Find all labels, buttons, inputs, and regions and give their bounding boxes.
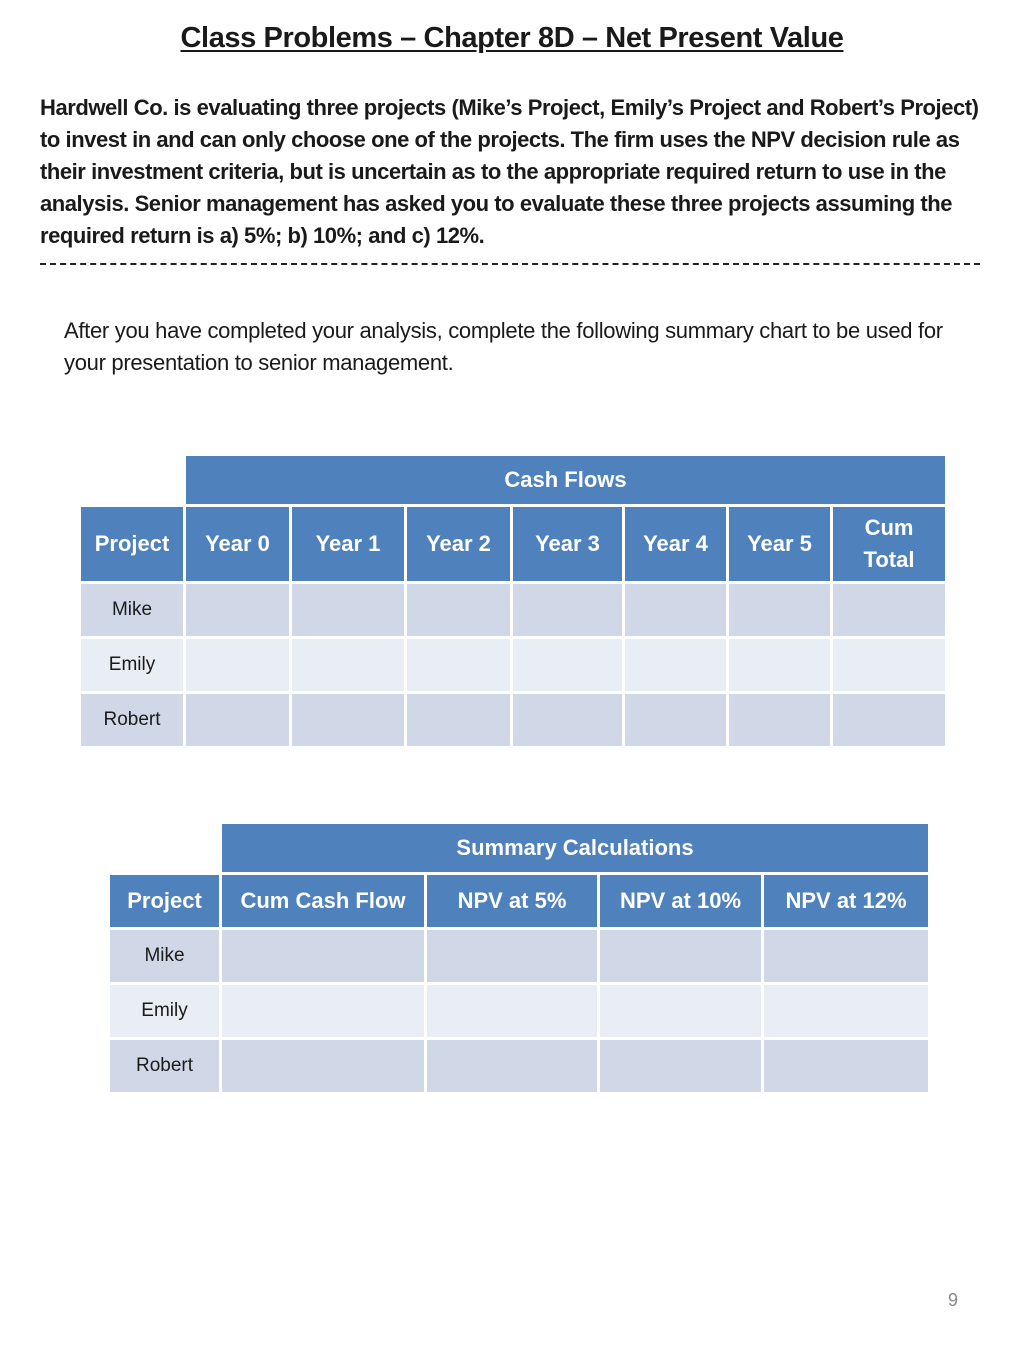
empty-cell[interactable] bbox=[292, 694, 404, 746]
empty-cell[interactable] bbox=[292, 584, 404, 636]
col-header-year-4: Year 4 bbox=[625, 507, 726, 581]
col-header-cum-total: Cum Total bbox=[833, 507, 945, 581]
project-name-cell: Emily bbox=[81, 639, 183, 691]
problem-statement: Hardwell Co. is evaluating three projects (Mike’s Project, Emily’s Project and Robert’s Project) to invest in and can only choose one of the projects. The firm uses the NPV decision rule as their investment criteria, but is uncertain as to the appropriate required return to use in the analysis. Senior management has asked you to evaluate these three projects assuming the required return is a) 5%; b) 10%; and c) 12%. bbox=[40, 95, 979, 248]
blank-corner-cell bbox=[110, 824, 219, 872]
empty-cell[interactable] bbox=[600, 930, 761, 982]
dashed-divider bbox=[40, 263, 980, 265]
empty-cell[interactable] bbox=[513, 694, 622, 746]
empty-cell[interactable] bbox=[427, 1040, 597, 1092]
empty-cell[interactable] bbox=[764, 1040, 928, 1092]
empty-cell[interactable] bbox=[600, 1040, 761, 1092]
col-header-year-0: Year 0 bbox=[186, 507, 289, 581]
empty-cell[interactable] bbox=[625, 584, 726, 636]
empty-cell[interactable] bbox=[427, 930, 597, 982]
summary-heading: Summary Calculations bbox=[222, 824, 928, 872]
empty-cell[interactable] bbox=[186, 639, 289, 691]
page-number: 9 bbox=[947, 1290, 958, 1310]
empty-cell[interactable] bbox=[600, 985, 761, 1037]
empty-cell[interactable] bbox=[222, 930, 424, 982]
table-row bbox=[110, 930, 928, 982]
empty-cell[interactable] bbox=[186, 694, 289, 746]
col-header-year-2: Year 2 bbox=[407, 507, 510, 581]
empty-cell[interactable] bbox=[222, 1040, 424, 1092]
table-row bbox=[110, 985, 928, 1037]
col-header-project: Project bbox=[81, 507, 183, 581]
table-row bbox=[81, 694, 945, 746]
col-header-project: Project bbox=[110, 875, 219, 927]
col-header-npv-5: NPV at 5% bbox=[427, 875, 597, 927]
table-row bbox=[81, 584, 945, 636]
empty-cell[interactable] bbox=[833, 639, 945, 691]
empty-cell[interactable] bbox=[833, 584, 945, 636]
blank-corner-cell bbox=[81, 456, 183, 504]
empty-cell[interactable] bbox=[513, 584, 622, 636]
project-name-cell: Robert bbox=[110, 1040, 219, 1092]
col-header-cum-cash-flow: Cum Cash Flow bbox=[222, 875, 424, 927]
empty-cell[interactable] bbox=[407, 584, 510, 636]
col-header-year-5: Year 5 bbox=[729, 507, 830, 581]
empty-cell[interactable] bbox=[292, 639, 404, 691]
empty-cell[interactable] bbox=[764, 985, 928, 1037]
col-header-npv-10: NPV at 10% bbox=[600, 875, 761, 927]
col-header-npv-12: NPV at 12% bbox=[764, 875, 928, 927]
table-row bbox=[110, 1040, 928, 1092]
empty-cell[interactable] bbox=[407, 639, 510, 691]
project-name-cell: Mike bbox=[81, 584, 183, 636]
project-name-cell: Mike bbox=[110, 930, 219, 982]
empty-cell[interactable] bbox=[833, 694, 945, 746]
col-header-year-1: Year 1 bbox=[292, 507, 404, 581]
empty-cell[interactable] bbox=[625, 694, 726, 746]
empty-cell[interactable] bbox=[729, 584, 830, 636]
empty-cell[interactable] bbox=[764, 930, 928, 982]
project-name-cell: Emily bbox=[110, 985, 219, 1037]
instruction-text: After you have completed your analysis, complete the following summary chart to be used for your presentation to senior management. bbox=[64, 318, 943, 375]
page-title: Class Problems – Chapter 8D – Net Present Value bbox=[180, 22, 844, 54]
cash-flows-heading: Cash Flows bbox=[186, 456, 945, 504]
empty-cell[interactable] bbox=[427, 985, 597, 1037]
empty-cell[interactable] bbox=[222, 985, 424, 1037]
empty-cell[interactable] bbox=[186, 584, 289, 636]
cash-flows-table bbox=[78, 453, 948, 749]
empty-cell[interactable] bbox=[407, 694, 510, 746]
empty-cell[interactable] bbox=[513, 639, 622, 691]
empty-cell[interactable] bbox=[625, 639, 726, 691]
summary-calculations-table bbox=[107, 821, 931, 1095]
empty-cell[interactable] bbox=[729, 639, 830, 691]
col-header-year-3: Year 3 bbox=[513, 507, 622, 581]
table-row bbox=[81, 639, 945, 691]
project-name-cell: Robert bbox=[81, 694, 183, 746]
empty-cell[interactable] bbox=[729, 694, 830, 746]
